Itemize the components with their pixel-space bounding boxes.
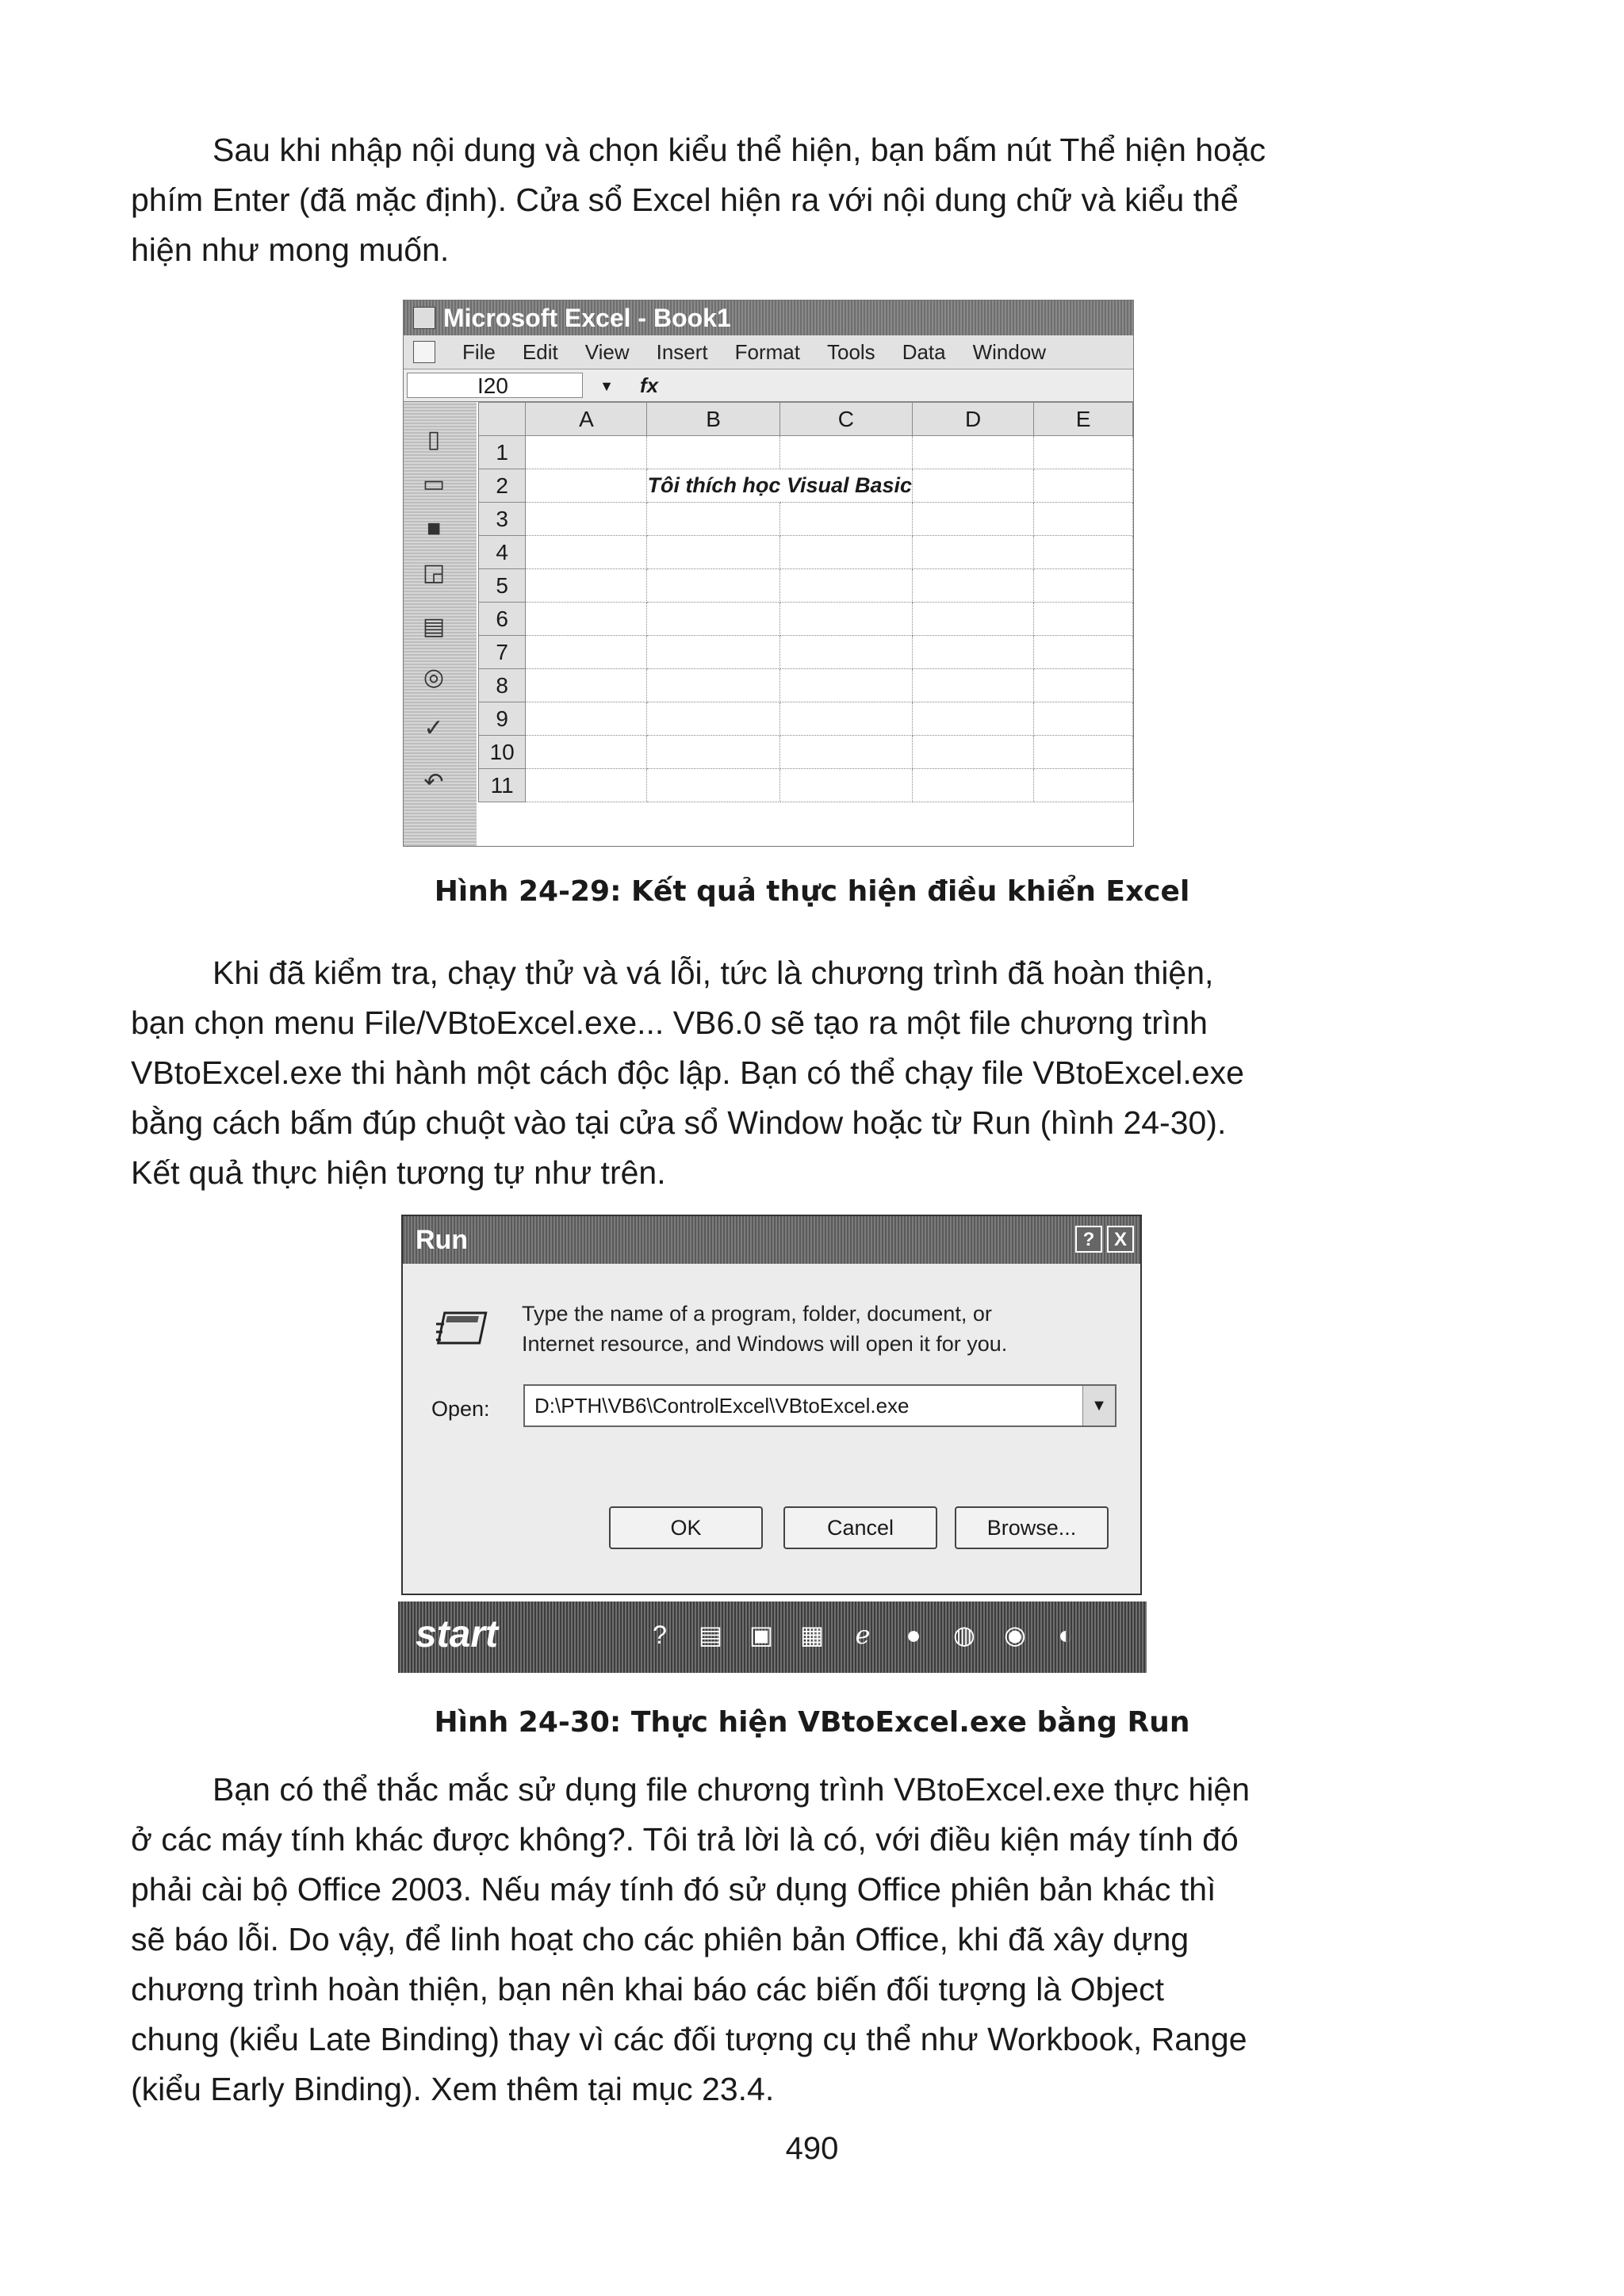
row-header[interactable]: 1 [479,436,526,469]
undo-icon[interactable]: ↶ [423,769,444,795]
run-description-line: Type the name of a program, folder, document, or [522,1302,992,1326]
text-line: Khi đã kiểm tra, chạy thử và vá lỗi, tức là chương trình đã hoàn thiện, [213,955,1214,991]
run-dialog [401,1215,1142,1595]
excel-menu-bar [404,335,1133,369]
player-icon[interactable]: ◍ [953,1621,975,1649]
row-header[interactable]: 11 [479,769,526,802]
permission-icon[interactable]: ◲ [422,560,446,586]
column-header[interactable]: D [913,403,1034,436]
excel-body [404,402,1133,846]
page-number: 490 [785,2131,839,2166]
run-title: Run [416,1225,469,1255]
column-header[interactable]: B [647,403,779,436]
run-program-icon [435,1308,492,1353]
text-line: VBtoExcel.exe thi hành một cách độc lập. Bạn có thể chạy file VBtoExcel.exe [131,1054,1244,1091]
browser-icon[interactable]: ℯ [855,1621,871,1649]
column-header[interactable]: E [1034,403,1133,436]
save-icon[interactable]: ■ [426,515,442,541]
text-line: Kết quả thực hiện tương tự như trên. [131,1154,666,1191]
name-box-value: I20 [477,373,508,398]
text-line: Bạn có thể thắc mắc sử dụng file chương trình VBtoExcel.exe thực hiện [213,1771,1251,1808]
print-preview-icon[interactable]: ◎ [423,664,445,691]
row-header[interactable]: 9 [479,702,526,736]
workbook-icon[interactable] [413,341,435,363]
excel-app-icon [413,307,435,329]
worksheet-table [478,402,1133,802]
paragraph-2 [131,948,1415,1198]
column-header[interactable]: C [779,403,912,436]
text-line: (kiểu Early Binding). Xem thêm tại mục 23.4. [131,2071,775,2107]
row-header[interactable]: 7 [479,636,526,669]
window-icon[interactable]: ▦ [799,1621,825,1649]
row-header[interactable]: 6 [479,603,526,636]
standard-toolbar [404,402,477,846]
power-icon[interactable]: ◐ [1058,1621,1074,1649]
text-line: bạn chọn menu File/VBtoExcel.exe... VB6.0 sẽ tạo ra một file chương trình [131,1004,1208,1041]
open-label: Open: [431,1397,490,1421]
menu-view[interactable]: View [584,339,630,364]
select-all-corner[interactable] [479,403,526,436]
row-header[interactable]: 8 [479,669,526,702]
name-box[interactable] [407,373,614,398]
media-icon[interactable]: ● [906,1621,921,1649]
close-button[interactable]: X [1107,1226,1134,1253]
text-line: phải cài bộ Office 2003. Nếu máy tính đó sử dụng Office phiên bản khác thì [131,1871,1216,1908]
column-header[interactable]: A [526,403,647,436]
spelling-icon[interactable]: ✓ [423,715,444,741]
new-icon[interactable]: ▯ [427,427,441,453]
browse-button[interactable]: Browse... [955,1506,1109,1549]
text-line: chương trình hoàn thiện, bạn nên khai báo các biến đối tượng là Object [131,1971,1165,2007]
run-description-line: Internet resource, and Windows will open it for you. [522,1332,1008,1356]
help-button[interactable]: ? [1075,1226,1102,1253]
text-line: phím Enter (đã mặc định). Cửa sổ Excel hiện ra với nội dung chữ và kiểu thể [131,182,1239,218]
menu-data[interactable]: Data [902,339,946,364]
excel-title-bar [404,300,1133,335]
taskbar [398,1601,1147,1673]
row-header[interactable]: 10 [479,736,526,769]
paragraph-3 [131,1765,1415,2114]
cancel-button[interactable]: Cancel [783,1506,937,1549]
row-header[interactable]: 2 [479,469,526,503]
menu-format[interactable]: Format [734,339,800,364]
print-icon[interactable]: ▤ [422,614,446,640]
chevron-down-icon[interactable]: ▼ [599,378,614,394]
help-icon[interactable]: ? [653,1621,667,1649]
menu-edit[interactable]: Edit [522,339,558,364]
open-input[interactable] [523,1384,1116,1427]
open-input-value: D:\PTH\VB6\ControlExcel\VBtoExcel.exe [534,1394,910,1418]
text-line: chung (kiểu Late Binding) thay vì các đối tượng cụ thể như Workbook, Range [131,2021,1247,2057]
open-icon[interactable]: ▭ [422,471,446,497]
desktop-icon[interactable]: ▣ [749,1621,774,1649]
quick-launch [642,1617,1083,1652]
run-description [522,1299,1007,1359]
text-line: Sau khi nhập nội dung và chọn kiểu thể hiện, bạn bấm nút Thể hiện hoặc [213,132,1266,168]
excel-title: Microsoft Excel - Book1 [443,304,731,332]
row-header[interactable]: 3 [479,503,526,536]
disc-icon[interactable]: ◉ [1004,1621,1026,1649]
figure-caption-1: Hình 24-29: Kết quả thực hiện điều khiển Excel [434,875,1190,908]
chevron-down-icon[interactable]: ▼ [1082,1386,1115,1425]
text-line: hiện như mong muốn. [131,232,450,268]
run-title-bar [403,1216,1140,1264]
fx-icon[interactable]: fx [640,373,659,397]
menu-insert[interactable]: Insert [656,339,708,364]
worksheet-grid [478,402,1133,846]
row-header[interactable]: 5 [479,569,526,603]
document-icon[interactable]: ▤ [698,1621,723,1649]
row-header[interactable]: 4 [479,536,526,569]
text-line: sẽ báo lỗi. Do vậy, để linh hoạt cho các phiên bản Office, khi đã xây dựng [131,1921,1189,1957]
ok-button[interactable]: OK [609,1506,763,1549]
excel-window [403,300,1134,847]
figure-caption-2: Hình 24-30: Thực hiện VBtoExcel.exe bằng Run [434,1706,1190,1739]
paragraph-1 [131,125,1415,275]
cell-b2[interactable]: Tôi thích học Visual Basic [647,469,913,503]
menu-tools[interactable]: Tools [826,339,875,364]
formula-bar [404,369,1133,402]
text-line: bằng cách bấm đúp chuột vào tại cửa sổ Window hoặc từ Run (hình 24-30). [131,1104,1227,1141]
start-button[interactable]: start [416,1613,499,1655]
menu-file[interactable]: File [462,339,496,364]
menu-window[interactable]: Window [972,339,1047,364]
text-line: ở các máy tính khác được không?. Tôi trả lời là có, với điều kiện máy tính đó [131,1821,1239,1858]
